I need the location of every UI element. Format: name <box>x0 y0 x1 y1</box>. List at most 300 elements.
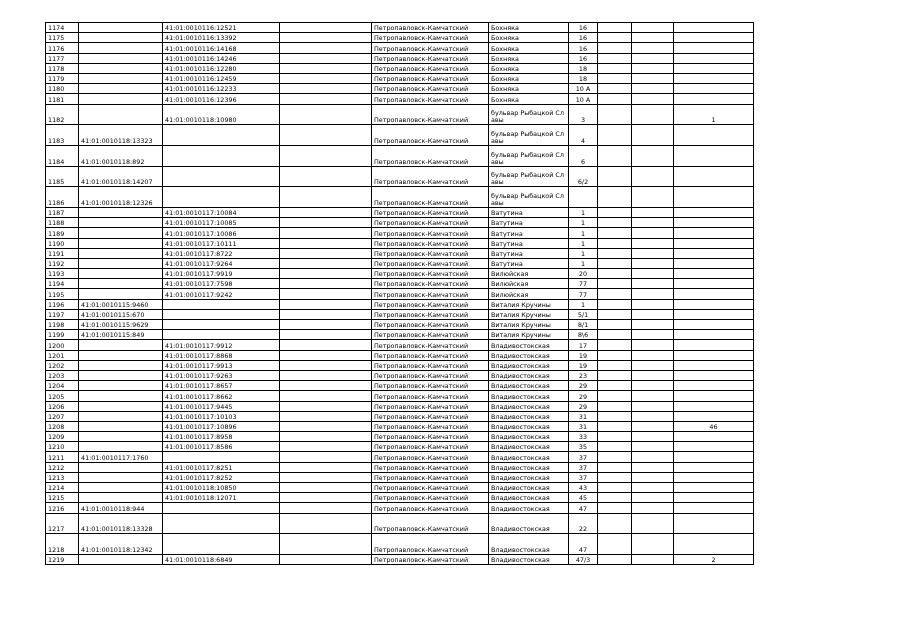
row-number-cell: 1184 <box>46 145 79 166</box>
table-row <box>46 73 754 83</box>
apartment-cell <box>674 309 754 319</box>
table-row <box>46 53 754 63</box>
city-cell: Петропавловск-Камчатский <box>372 513 489 534</box>
row-number-cell: 1205 <box>46 391 79 401</box>
empty-cell <box>632 370 674 380</box>
house-cell: 1 <box>569 238 598 248</box>
empty-cell <box>598 289 632 299</box>
apartment-cell <box>674 483 754 493</box>
row-number-cell: 1181 <box>46 94 79 104</box>
table-row <box>46 63 754 73</box>
empty-cell <box>632 279 674 289</box>
row-number-cell: 1206 <box>46 401 79 411</box>
row-number-cell: 1219 <box>46 554 79 564</box>
empty-cell <box>632 248 674 258</box>
empty-cell <box>598 53 632 63</box>
table-row <box>46 554 754 564</box>
empty-cell <box>598 228 632 238</box>
empty-cell <box>598 421 632 431</box>
row-number-cell: 1175 <box>46 33 79 43</box>
object-number-cell: 41:01:0010117:10086 <box>163 228 280 238</box>
house-cell: 1 <box>569 228 598 238</box>
empty-cell <box>280 554 372 564</box>
parcel-number-cell <box>79 370 163 380</box>
street-cell: Владивостокская <box>489 462 569 472</box>
object-number-cell: 41:01:0010117:10084 <box>163 207 280 217</box>
empty-cell <box>280 33 372 43</box>
empty-cell <box>632 411 674 421</box>
table-row <box>46 330 754 340</box>
empty-cell <box>632 462 674 472</box>
object-number-cell: 41:01:0010117:8657 <box>163 381 280 391</box>
empty-cell <box>280 187 372 208</box>
empty-cell <box>280 104 372 125</box>
empty-cell <box>280 94 372 104</box>
city-cell: Петропавловск-Камчатский <box>372 381 489 391</box>
table-row <box>46 94 754 104</box>
street-cell: Владивостокская <box>489 340 569 350</box>
street-cell: Владивостокская <box>489 503 569 513</box>
object-number-cell: 41:01:0010117:8251 <box>163 462 280 472</box>
row-number-cell: 1214 <box>46 483 79 493</box>
parcel-number-cell <box>79 269 163 279</box>
street-cell: Владивостокская <box>489 432 569 442</box>
house-cell: 77 <box>569 279 598 289</box>
city-cell: Петропавловск-Камчатский <box>372 218 489 228</box>
table-row <box>46 452 754 462</box>
row-number-cell: 1174 <box>46 23 79 33</box>
empty-cell <box>280 381 372 391</box>
empty-cell <box>632 125 674 146</box>
empty-cell <box>280 462 372 472</box>
street-cell: Виталия Кручины <box>489 299 569 309</box>
house-cell: 18 <box>569 73 598 83</box>
apartment-cell <box>674 503 754 513</box>
apartment-cell <box>674 94 754 104</box>
empty-cell <box>280 84 372 94</box>
empty-cell <box>598 279 632 289</box>
object-number-cell <box>163 299 280 309</box>
empty-cell <box>598 401 632 411</box>
row-number-cell: 1186 <box>46 187 79 208</box>
empty-cell <box>632 33 674 43</box>
parcel-number-cell: 41:01:0010115:670 <box>79 309 163 319</box>
row-number-cell: 1190 <box>46 238 79 248</box>
city-cell: Петропавловск-Камчатский <box>372 442 489 452</box>
empty-cell <box>632 554 674 564</box>
street-cell: Виталия Кручины <box>489 330 569 340</box>
empty-cell <box>280 432 372 442</box>
table-row <box>46 299 754 309</box>
parcel-number-cell <box>79 483 163 493</box>
apartment-cell: 1 <box>674 104 754 125</box>
parcel-number-cell <box>79 340 163 350</box>
city-cell: Петропавловск-Камчатский <box>372 554 489 564</box>
empty-cell <box>280 330 372 340</box>
table-row <box>46 320 754 330</box>
table-row <box>46 483 754 493</box>
apartment-cell <box>674 320 754 330</box>
house-cell: 16 <box>569 23 598 33</box>
object-number-cell: 41:01:0010118:10850 <box>163 483 280 493</box>
row-number-cell: 1215 <box>46 493 79 503</box>
empty-cell <box>280 53 372 63</box>
empty-cell <box>598 258 632 268</box>
house-cell: 47 <box>569 503 598 513</box>
parcel-number-cell <box>79 23 163 33</box>
apartment-cell <box>674 391 754 401</box>
row-number-cell: 1210 <box>46 442 79 452</box>
house-cell: 43 <box>569 483 598 493</box>
parcel-number-cell <box>79 391 163 401</box>
row-number-cell: 1177 <box>46 53 79 63</box>
empty-cell <box>632 472 674 482</box>
house-cell: 37 <box>569 462 598 472</box>
table-row <box>46 238 754 248</box>
parcel-number-cell <box>79 63 163 73</box>
apartment-cell <box>674 238 754 248</box>
object-number-cell: 41:01:0010117:8662 <box>163 391 280 401</box>
table-row <box>46 370 754 380</box>
object-number-cell: 41:01:0010116:12280 <box>163 63 280 73</box>
house-cell <box>569 187 598 208</box>
object-number-cell <box>163 330 280 340</box>
street-cell: Владивостокская <box>489 493 569 503</box>
empty-cell <box>632 43 674 53</box>
object-number-cell: 41:01:0010117:9445 <box>163 401 280 411</box>
street-cell: Виталия Кручины <box>489 309 569 319</box>
row-number-cell: 1203 <box>46 370 79 380</box>
object-number-cell <box>163 166 280 187</box>
object-number-cell: 41:01:0010116:12233 <box>163 84 280 94</box>
row-number-cell: 1212 <box>46 462 79 472</box>
street-cell: Бохняка <box>489 23 569 33</box>
empty-cell <box>280 472 372 482</box>
empty-cell <box>280 63 372 73</box>
empty-cell <box>598 462 632 472</box>
apartment-cell <box>674 269 754 279</box>
house-cell: 20 <box>569 269 598 279</box>
table-row <box>46 432 754 442</box>
table-row <box>46 289 754 299</box>
house-cell: 19 <box>569 360 598 370</box>
table-row <box>46 279 754 289</box>
row-number-cell: 1191 <box>46 248 79 258</box>
empty-cell <box>632 320 674 330</box>
house-cell: 77 <box>569 289 598 299</box>
row-number-cell: 1193 <box>46 269 79 279</box>
empty-cell <box>598 63 632 73</box>
row-number-cell: 1200 <box>46 340 79 350</box>
street-cell: Ватутина <box>489 218 569 228</box>
empty-cell <box>280 421 372 431</box>
table-row <box>46 391 754 401</box>
table-row <box>46 218 754 228</box>
empty-cell <box>598 269 632 279</box>
parcel-number-cell <box>79 421 163 431</box>
empty-cell <box>280 350 372 360</box>
parcel-number-cell: 41:01:0010118:12326 <box>79 187 163 208</box>
street-cell: бульвар Рыбацкой Славы <box>489 166 569 187</box>
empty-cell <box>598 391 632 401</box>
row-number-cell: 1176 <box>46 43 79 53</box>
empty-cell <box>632 84 674 94</box>
empty-cell <box>280 442 372 452</box>
parcel-number-cell <box>79 462 163 472</box>
house-cell: 8\6 <box>569 330 598 340</box>
table-row <box>46 166 754 187</box>
empty-cell <box>280 411 372 421</box>
parcel-number-cell <box>79 238 163 248</box>
empty-cell <box>598 513 632 534</box>
table-row <box>46 33 754 43</box>
city-cell: Петропавловск-Камчатский <box>372 73 489 83</box>
object-number-cell: 41:01:0010117:9263 <box>163 370 280 380</box>
object-number-cell: 41:01:0010117:10103 <box>163 411 280 421</box>
empty-cell <box>280 207 372 217</box>
row-number-cell: 1197 <box>46 309 79 319</box>
apartment-cell <box>674 33 754 43</box>
city-cell: Петропавловск-Камчатский <box>372 187 489 208</box>
empty-cell <box>280 360 372 370</box>
empty-cell <box>632 360 674 370</box>
street-cell: Владивостокская <box>489 483 569 493</box>
parcel-number-cell: 41:01:0010117:1760 <box>79 452 163 462</box>
apartment-cell <box>674 381 754 391</box>
apartment-cell <box>674 84 754 94</box>
apartment-cell <box>674 166 754 187</box>
object-number-cell: 41:01:0010117:9912 <box>163 340 280 350</box>
apartment-cell <box>674 493 754 503</box>
empty-cell <box>598 309 632 319</box>
parcel-number-cell: 41:01:0010118:13323 <box>79 125 163 146</box>
empty-cell <box>598 493 632 503</box>
empty-cell <box>598 207 632 217</box>
street-cell: бульвар Рыбацкой Славы <box>489 125 569 146</box>
apartment-cell <box>674 350 754 360</box>
parcel-number-cell <box>79 53 163 63</box>
row-number-cell: 1195 <box>46 289 79 299</box>
city-cell: Петропавловск-Камчатский <box>372 432 489 442</box>
street-cell: Владивостокская <box>489 360 569 370</box>
empty-cell <box>632 73 674 83</box>
parcel-number-cell <box>79 442 163 452</box>
apartment-cell <box>674 289 754 299</box>
object-number-cell: 41:01:0010117:9919 <box>163 269 280 279</box>
apartment-cell <box>674 360 754 370</box>
table-row <box>46 503 754 513</box>
parcel-number-cell <box>79 33 163 43</box>
object-number-cell: 41:01:0010116:14168 <box>163 43 280 53</box>
table-row <box>46 534 754 555</box>
table-row <box>46 258 754 268</box>
empty-cell <box>632 432 674 442</box>
city-cell: Петропавловск-Камчатский <box>372 340 489 350</box>
city-cell: Петропавловск-Камчатский <box>372 84 489 94</box>
street-cell: Вилюйская <box>489 279 569 289</box>
apartment-cell <box>674 23 754 33</box>
table-row <box>46 248 754 258</box>
row-number-cell: 1209 <box>46 432 79 442</box>
parcel-number-cell <box>79 43 163 53</box>
object-number-cell: 41:01:0010117:9242 <box>163 289 280 299</box>
city-cell: Петропавловск-Камчатский <box>372 493 489 503</box>
street-cell: Вилюйская <box>489 269 569 279</box>
row-number-cell: 1185 <box>46 166 79 187</box>
empty-cell <box>598 503 632 513</box>
empty-cell <box>632 53 674 63</box>
apartment-cell <box>674 452 754 462</box>
empty-cell <box>598 452 632 462</box>
empty-cell <box>280 269 372 279</box>
parcel-number-cell: 41:01:0010115:9460 <box>79 299 163 309</box>
street-cell: Ватутина <box>489 207 569 217</box>
house-cell: 22 <box>569 513 598 534</box>
apartment-cell <box>674 145 754 166</box>
table-row <box>46 125 754 146</box>
empty-cell <box>598 350 632 360</box>
empty-cell <box>598 472 632 482</box>
house-cell: 8/1 <box>569 320 598 330</box>
empty-cell <box>598 381 632 391</box>
apartment-cell <box>674 370 754 380</box>
city-cell: Петропавловск-Камчатский <box>372 391 489 401</box>
table-row <box>46 43 754 53</box>
empty-cell <box>598 360 632 370</box>
object-number-cell <box>163 534 280 555</box>
object-number-cell: 41:01:0010117:8868 <box>163 350 280 360</box>
parcel-number-cell <box>79 411 163 421</box>
empty-cell <box>632 289 674 299</box>
empty-cell <box>632 145 674 166</box>
empty-cell <box>598 73 632 83</box>
parcel-number-cell <box>79 472 163 482</box>
parcel-number-cell: 41:01:0010118:944 <box>79 503 163 513</box>
row-number-cell: 1217 <box>46 513 79 534</box>
table-row <box>46 145 754 166</box>
empty-cell <box>280 218 372 228</box>
house-cell: 1 <box>569 218 598 228</box>
apartment-cell <box>674 472 754 482</box>
object-number-cell <box>163 187 280 208</box>
street-cell: Бохняка <box>489 73 569 83</box>
apartment-cell <box>674 53 754 63</box>
parcel-number-cell <box>79 360 163 370</box>
parcel-number-cell: 41:01:0010118:12342 <box>79 534 163 555</box>
row-number-cell: 1216 <box>46 503 79 513</box>
city-cell: Петропавловск-Камчатский <box>372 462 489 472</box>
city-cell: Петропавловск-Камчатский <box>372 23 489 33</box>
empty-cell <box>280 401 372 411</box>
street-cell: Бохняка <box>489 53 569 63</box>
house-cell: 1 <box>569 207 598 217</box>
house-cell: 4 <box>569 125 598 146</box>
empty-cell <box>598 248 632 258</box>
city-cell: Петропавловск-Камчатский <box>372 207 489 217</box>
empty-cell <box>632 534 674 555</box>
house-cell: 17 <box>569 340 598 350</box>
house-cell: 3 <box>569 104 598 125</box>
parcel-number-cell <box>79 104 163 125</box>
empty-cell <box>632 493 674 503</box>
apartment-cell <box>674 462 754 472</box>
table-row <box>46 442 754 452</box>
street-cell: бульвар Рыбацкой Славы <box>489 145 569 166</box>
row-number-cell: 1194 <box>46 279 79 289</box>
empty-cell <box>280 166 372 187</box>
street-cell: Владивостокская <box>489 534 569 555</box>
row-number-cell: 1187 <box>46 207 79 217</box>
apartment-cell <box>674 442 754 452</box>
house-cell: 6 <box>569 145 598 166</box>
street-cell: Бохняка <box>489 63 569 73</box>
city-cell: Петропавловск-Камчатский <box>372 360 489 370</box>
city-cell: Петропавловск-Камчатский <box>372 370 489 380</box>
row-number-cell: 1199 <box>46 330 79 340</box>
empty-cell <box>280 391 372 401</box>
empty-cell <box>280 452 372 462</box>
city-cell: Петропавловск-Камчатский <box>372 228 489 238</box>
apartment-cell <box>674 63 754 73</box>
parcel-number-cell <box>79 554 163 564</box>
street-cell: Владивостокская <box>489 513 569 534</box>
object-number-cell: 41:01:0010117:10085 <box>163 218 280 228</box>
empty-cell <box>598 534 632 555</box>
empty-cell <box>632 228 674 238</box>
empty-cell <box>280 125 372 146</box>
apartment-cell <box>674 534 754 555</box>
parcel-number-cell <box>79 218 163 228</box>
empty-cell <box>598 166 632 187</box>
empty-cell <box>632 238 674 248</box>
object-number-cell: 41:01:0010117:10111 <box>163 238 280 248</box>
parcel-number-cell: 41:01:0010118:14207 <box>79 166 163 187</box>
city-cell: Петропавловск-Камчатский <box>372 472 489 482</box>
apartment-cell <box>674 330 754 340</box>
object-number-cell: 41:01:0010117:8958 <box>163 432 280 442</box>
city-cell: Петропавловск-Камчатский <box>372 63 489 73</box>
registry-table <box>45 22 754 565</box>
parcel-number-cell <box>79 84 163 94</box>
city-cell: Петропавловск-Камчатский <box>372 104 489 125</box>
empty-cell <box>632 309 674 319</box>
row-number-cell: 1180 <box>46 84 79 94</box>
empty-cell <box>632 503 674 513</box>
parcel-number-cell: 41:01:0010118:13328 <box>79 513 163 534</box>
city-cell: Петропавловск-Камчатский <box>372 350 489 360</box>
house-cell: 6/2 <box>569 166 598 187</box>
parcel-number-cell <box>79 401 163 411</box>
empty-cell <box>632 350 674 360</box>
table-row <box>46 228 754 238</box>
city-cell: Петропавловск-Камчатский <box>372 166 489 187</box>
empty-cell <box>280 43 372 53</box>
table-row <box>46 360 754 370</box>
row-number-cell: 1179 <box>46 73 79 83</box>
house-cell: 29 <box>569 391 598 401</box>
empty-cell <box>632 104 674 125</box>
empty-cell <box>598 330 632 340</box>
row-number-cell: 1178 <box>46 63 79 73</box>
empty-cell <box>632 442 674 452</box>
object-number-cell: 41:01:0010118:10980 <box>163 104 280 125</box>
table-row <box>46 309 754 319</box>
city-cell: Петропавловск-Камчатский <box>372 94 489 104</box>
city-cell: Петропавловск-Камчатский <box>372 401 489 411</box>
table-row <box>46 269 754 279</box>
object-number-cell <box>163 145 280 166</box>
object-number-cell: 41:01:0010117:10896 <box>163 421 280 431</box>
